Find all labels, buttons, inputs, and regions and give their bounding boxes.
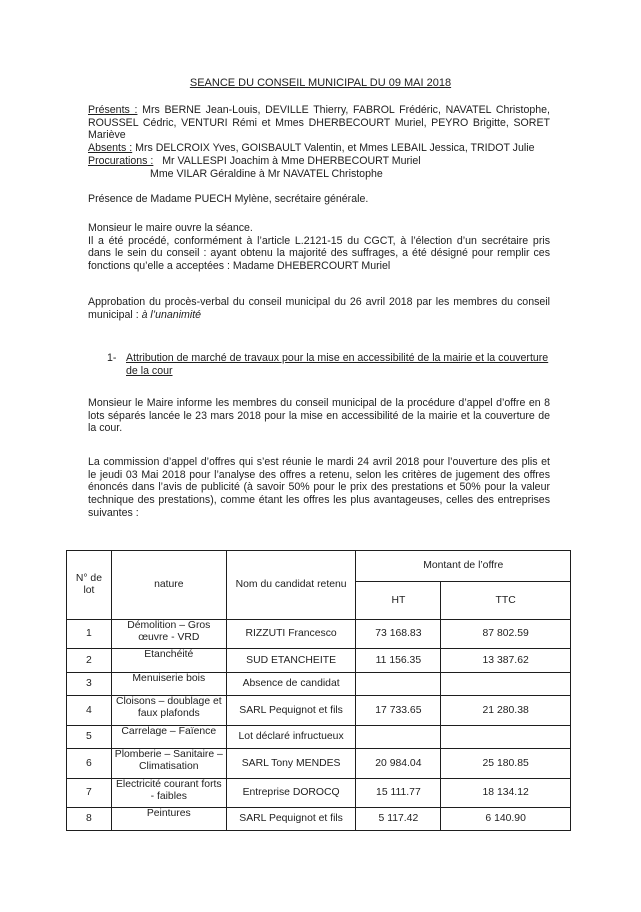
cell-ht: 5 117.42 xyxy=(356,808,441,831)
approval-result: à l’unanimité xyxy=(141,308,202,321)
cell-candidat: SUD ETANCHEITE xyxy=(226,649,356,673)
cell-lot: 6 xyxy=(67,749,112,779)
table-row xyxy=(67,779,571,808)
table-row xyxy=(67,749,571,779)
table-row xyxy=(67,726,571,749)
cell-ht: 15 111.77 xyxy=(356,779,441,808)
table-row xyxy=(67,673,571,696)
cell-candidat: SARL Pequignot et fils xyxy=(226,808,356,831)
procurations-paragraph xyxy=(88,155,550,168)
cell-lot: 1 xyxy=(67,620,112,649)
header-lot: N° de lot xyxy=(67,551,112,620)
cell-lot: 8 xyxy=(67,808,112,831)
cell-candidat: SARL Tony MENDES xyxy=(226,749,356,779)
cell-lot: 3 xyxy=(67,673,112,696)
cell-candidat: SARL Pequignot et fils xyxy=(226,696,356,726)
table-row xyxy=(67,696,571,726)
cell-ttc: 6 140.90 xyxy=(441,808,571,831)
presence-paragraph: Présence de Madame PUECH Mylène, secrétaire générale. xyxy=(88,193,369,205)
opening-block xyxy=(88,222,550,273)
table-row xyxy=(67,808,571,831)
cell-nature: Plomberie – Sanitaire – Climatisation xyxy=(111,749,226,779)
cell-ht: 73 168.83 xyxy=(356,620,441,649)
attendance-block xyxy=(88,104,550,180)
presents-label: Présents : xyxy=(88,104,138,116)
cell-nature: Etanchéité xyxy=(111,649,226,673)
cell-candidat: Entreprise DOROCQ xyxy=(226,779,356,808)
header-candidat: Nom du candidat retenu xyxy=(226,551,356,620)
cell-ttc: 13 387.62 xyxy=(441,649,571,673)
absents-text: Mrs DELCROIX Yves, GOISBAULT Valentin, et Mmes LEBAIL Jessica, TRIDOT Julie xyxy=(132,142,535,155)
cell-ttc xyxy=(441,673,571,696)
cell-nature: Cloisons – doublage et faux plafonds xyxy=(111,696,226,726)
cell-candidat: Lot déclaré infructueux xyxy=(226,726,356,749)
procuration-line-2: Mme VILAR Géraldine à Mr NAVATEL Christophe xyxy=(150,167,383,180)
cell-lot: 4 xyxy=(67,696,112,726)
cell-ht: 17 733.65 xyxy=(356,696,441,726)
cell-ttc: 21 280.38 xyxy=(441,696,571,726)
absents-label: Absents : xyxy=(88,142,133,155)
table-header-row xyxy=(67,551,571,582)
section-title: Attribution de marché de travaux pour la mise en accessibilité de la mairie et la couverture de la cour xyxy=(126,352,549,377)
cell-candidat: RIZZUTI Francesco xyxy=(226,620,356,649)
header-ttc: TTC xyxy=(441,582,571,620)
award-table xyxy=(66,550,571,831)
cell-nature: Démolition – Gros œuvre - VRD xyxy=(111,620,226,649)
cell-ht xyxy=(356,673,441,696)
procurations-label: Procurations : xyxy=(88,154,154,167)
absents-paragraph xyxy=(88,142,550,155)
cell-lot: 2 xyxy=(67,649,112,673)
approval-text: Approbation du procès-verbal du conseil municipal du 26 avril 2018 par les membres du conseil municipal : xyxy=(88,296,550,321)
table-row xyxy=(67,620,571,649)
procedure-paragraph: Monsieur le Maire informe les membres du conseil municipal de la procédure d’appel d’offre en 8 lots séparés lancée le 23 mars 2018 pour la mise en accessibilité de la mairie et la couverture de la cour. xyxy=(88,397,550,435)
cell-ttc: 18 134.12 xyxy=(441,779,571,808)
table-row xyxy=(67,649,571,673)
cell-candidat: Absence de candidat xyxy=(226,673,356,696)
cell-ht: 11 156.35 xyxy=(356,649,441,673)
opening-line: Monsieur le maire ouvre la séance. xyxy=(88,222,253,234)
presents-paragraph xyxy=(88,104,550,142)
cell-nature: Menuiserie bois xyxy=(111,673,226,696)
header-nature: nature xyxy=(111,551,226,620)
header-ht: HT xyxy=(356,582,441,620)
cell-nature: Electricité courant forts - faibles xyxy=(111,779,226,808)
cell-ttc xyxy=(441,726,571,749)
cell-ht xyxy=(356,726,441,749)
section-number: 1- xyxy=(107,352,117,364)
cell-ht: 20 984.04 xyxy=(356,749,441,779)
cell-nature: Carrelage – Faïence xyxy=(111,726,226,749)
cell-lot: 7 xyxy=(67,779,112,808)
cell-ttc: 25 180.85 xyxy=(441,749,571,779)
cell-nature: Peintures xyxy=(111,808,226,831)
approval-paragraph xyxy=(88,296,550,321)
commission-paragraph: La commission d’appel d’offres qui s’est réunie le mardi 24 avril 2018 pour l’ouverture des plis et le jeudi 03 Mai 2018 pour l’analyse des offres a retenu, selon les critères de jugement des offres énoncés dans l’avis de publicité (à savoir 50% pour le prix des prestations et 50% pour la valeur technique des prestations), comme étant les offres les plus avantageuses, celles des entreprises suivantes : xyxy=(88,456,550,519)
presents-text: Mrs BERNE Jean-Louis, DEVILLE Thierry, FABROL Frédéric, NAVATEL Christophe, ROUSSEL Cédric, VENTURI Rémi et Mmes DHERBECOURT Muriel, PEYRO Brigitte, SORET Mariève xyxy=(88,104,550,142)
header-montant: Montant de l’offre xyxy=(356,551,571,582)
page-title: SEANCE DU CONSEIL MUNICIPAL DU 09 MAI 2018 xyxy=(189,77,452,89)
procuration-line-1: Mr VALLESPI Joachim à Mme DHERBECOURT Muriel xyxy=(162,154,421,167)
secretary-election-text: Il a été procédé, conformément à l’article L.2121-15 du CGCT, à l’élection d’un secrétaire pris dans le sein du conseil : ayant obtenu la majorité des suffrages, a été désigné pour remplir ces fonctions qu’elle a acceptées : Madame DHEBERCOURT Muriel xyxy=(88,234,550,273)
cell-ttc: 87 802.59 xyxy=(441,620,571,649)
cell-lot: 5 xyxy=(67,726,112,749)
